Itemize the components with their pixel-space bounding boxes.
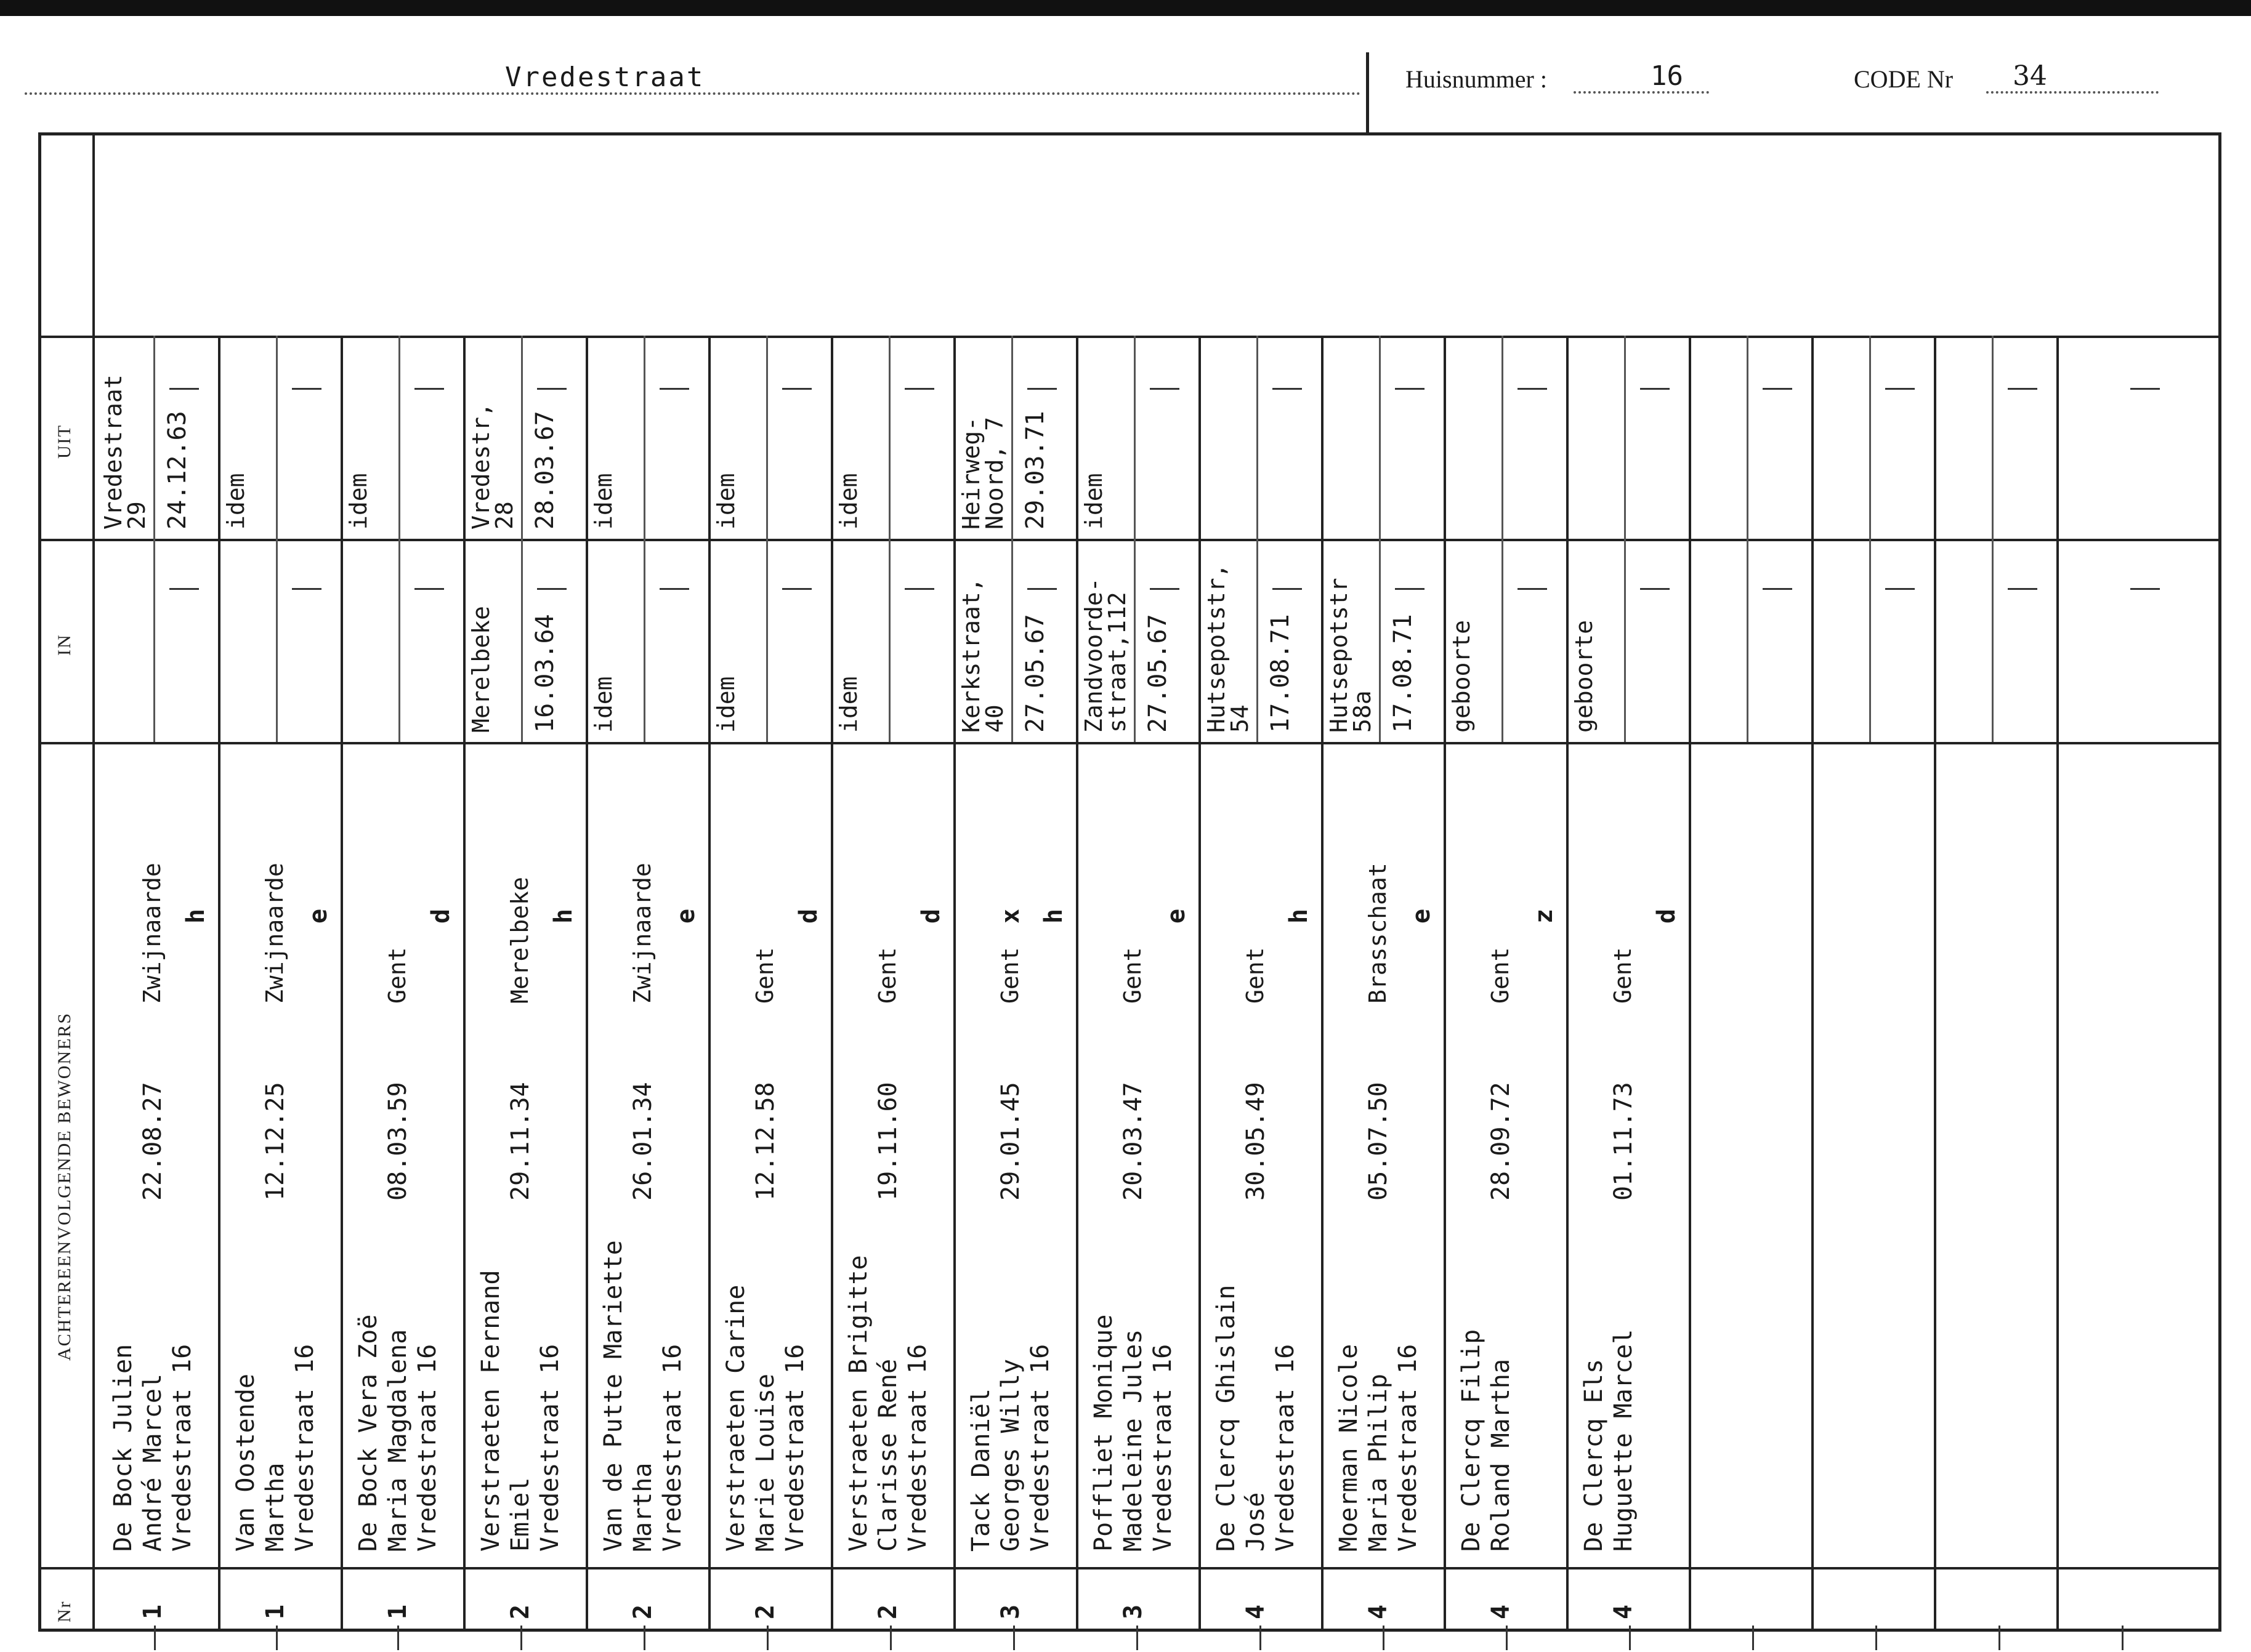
column-subdivider	[1134, 336, 1136, 742]
empty-mark	[1885, 388, 1915, 390]
birth-place: Gent	[1609, 947, 1636, 1004]
resident-name-line: Marie Louise	[751, 1374, 780, 1552]
resident-nr: 3	[996, 1604, 1025, 1619]
label-uit: UIT	[54, 424, 75, 459]
birth-place: Gent	[1119, 947, 1146, 1004]
column-subdivider	[153, 336, 155, 742]
column-divider	[831, 336, 833, 1629]
resident-name-line: Verstraeten Carine	[722, 1284, 750, 1552]
resident-name-line: Vredestraat 16	[536, 1344, 564, 1552]
resident-name-line: De Bock Vera Zoë	[354, 1314, 382, 1552]
resident-nr: 1	[139, 1604, 167, 1619]
resident-name-line: Maria Philip	[1364, 1374, 1392, 1552]
column-subdivider	[1747, 336, 1748, 742]
resident-name-line: Martha	[261, 1462, 289, 1552]
uit-place: idem	[835, 473, 862, 530]
empty-mark	[169, 588, 199, 590]
resident-name-line: Vredestraat 16	[1026, 1344, 1054, 1552]
column-divider	[1198, 336, 1201, 1629]
resident-code: d	[427, 908, 455, 924]
uit-place: idem	[345, 473, 372, 530]
resident-mark: x	[996, 908, 1025, 924]
column-divider	[2056, 336, 2059, 1629]
empty-mark	[1640, 388, 1670, 390]
empty-mark	[292, 588, 321, 590]
label-residents: ACHTEREENVOLGENDE BEWONERS	[54, 1012, 75, 1361]
resident-name-line: De Clercq Ghislain	[1212, 1284, 1240, 1552]
label-in: IN	[54, 634, 75, 656]
divider-in-bewoners	[38, 742, 2221, 744]
column-divider	[1076, 336, 1078, 1629]
empty-mark	[1763, 388, 1792, 390]
empty-mark	[1150, 388, 1179, 390]
empty-mark	[1763, 588, 1792, 590]
birth-place: Brasschaat	[1364, 863, 1391, 1004]
empty-mark	[1150, 588, 1179, 590]
resident-name-line: Vredestraat 16	[658, 1344, 687, 1552]
in-place: idem	[590, 676, 617, 733]
column-subdivider	[889, 336, 891, 742]
birth-date: 01.11.73	[1609, 1082, 1638, 1201]
column-divider	[953, 336, 956, 1629]
empty-mark	[414, 588, 444, 590]
column-subdivider	[1501, 336, 1503, 742]
label-nr: Nr	[54, 1600, 75, 1622]
resident-name-line: Vredestraat 16	[291, 1344, 319, 1552]
column-divider	[1321, 336, 1324, 1629]
column-divider	[218, 336, 220, 1629]
code-number-dotted-line	[1986, 91, 2159, 94]
resident-name-line: Vredestraat 16	[413, 1344, 442, 1552]
birth-date: 12.12.58	[751, 1082, 780, 1201]
empty-mark	[905, 388, 934, 390]
code-number-label: CODE Nr	[1854, 65, 1954, 93]
resident-code: h	[1040, 908, 1068, 924]
in-place: idem	[713, 676, 740, 733]
birth-place: Merelbeke	[506, 877, 533, 1004]
resident-nr: 2	[506, 1604, 535, 1619]
column-divider	[1444, 336, 1446, 1629]
resident-code: d	[1652, 908, 1681, 924]
empty-mark	[2130, 588, 2160, 590]
in-date: 17.08.71	[1389, 614, 1417, 733]
uit-place: idem	[713, 473, 740, 530]
birth-place: Gent	[996, 947, 1024, 1004]
empty-mark	[1027, 588, 1057, 590]
resident-nr: 2	[751, 1604, 780, 1619]
resident-name-line: Verstraeten Fernand	[477, 1270, 505, 1552]
column-subdivider	[398, 336, 400, 742]
column-divider	[708, 336, 711, 1629]
empty-mark	[2008, 388, 2037, 390]
empty-mark	[414, 388, 444, 390]
empty-mark	[782, 388, 812, 390]
birth-place: Gent	[1242, 947, 1269, 1004]
empty-mark	[1027, 388, 1057, 390]
column-subdivider	[521, 336, 523, 742]
resident-code: h	[549, 908, 578, 924]
code-number: 34	[2013, 60, 2047, 92]
resident-code: d	[794, 908, 823, 924]
column-subdivider	[1869, 336, 1871, 742]
column-subdivider	[276, 336, 278, 742]
resident-name-line: Van Oostende	[232, 1374, 260, 1552]
empty-mark	[537, 388, 567, 390]
resident-name-line: José	[1242, 1492, 1270, 1552]
birth-place: Gent	[874, 947, 901, 1004]
empty-mark	[905, 588, 934, 590]
empty-mark	[1395, 588, 1425, 590]
birth-place: Gent	[384, 947, 411, 1004]
resident-name-line: Clarisse René	[874, 1358, 902, 1552]
house-number: 16	[1651, 60, 1683, 92]
empty-mark	[169, 388, 199, 390]
in-place: idem	[835, 676, 862, 733]
in-place: Hutsepotstr, 54	[1203, 563, 1253, 733]
column-subdivider	[1256, 336, 1258, 742]
column-divider	[1934, 336, 1936, 1629]
birth-date: 08.03.59	[384, 1082, 412, 1201]
resident-name-line: Maria Magdalena	[384, 1329, 412, 1552]
street-name: Vredestraat	[505, 62, 705, 93]
resident-name-line: Vredestraat 16	[781, 1344, 809, 1552]
divider-top-uit	[38, 336, 2221, 338]
resident-nr: 2	[629, 1604, 657, 1619]
resident-name-line: Vredestraat 16	[903, 1344, 932, 1552]
resident-name-line: Madeleine Jules	[1119, 1329, 1147, 1552]
resident-name-line: De Clercq Els	[1580, 1358, 1608, 1552]
resident-code: e	[304, 908, 333, 924]
birth-place: Gent	[751, 947, 778, 1004]
resident-name-line: Verstraeten Brigitte	[844, 1255, 873, 1552]
birth-place: Zwijnaarde	[629, 863, 656, 1004]
in-place: geboorte	[1570, 619, 1598, 733]
birth-place: Zwijnaarde	[139, 863, 166, 1004]
resident-name-line: Roland Martha	[1487, 1358, 1515, 1552]
empty-mark	[1272, 588, 1302, 590]
birth-date: 19.11.60	[874, 1082, 902, 1201]
uit-place: Vredestr, 28	[467, 403, 518, 530]
resident-code: e	[672, 908, 700, 924]
divider-uit-in	[38, 539, 2221, 541]
uit-place: Heirweg- Noord, 7	[958, 416, 1008, 530]
uit-place: idem	[590, 473, 617, 530]
scan-top-border	[0, 0, 2251, 16]
birth-date: 30.05.49	[1242, 1082, 1270, 1201]
uit-date: 24.12.63	[163, 411, 192, 530]
birth-date: 29.11.34	[506, 1082, 535, 1201]
empty-mark	[1272, 388, 1302, 390]
column-divider	[463, 336, 466, 1629]
empty-mark	[292, 388, 321, 390]
column-divider	[341, 336, 343, 1629]
empty-mark	[1885, 588, 1915, 590]
column-divider	[1566, 336, 1569, 1629]
resident-code: e	[1162, 908, 1190, 924]
uit-date: 28.03.67	[531, 411, 559, 530]
resident-name-line: André Marcel	[139, 1374, 167, 1552]
birth-date: 28.09.72	[1487, 1082, 1515, 1201]
column-subdivider	[1992, 336, 1994, 742]
birth-place: Zwijnaarde	[261, 863, 288, 1004]
empty-mark	[660, 388, 689, 390]
birth-place: Gent	[1487, 947, 1514, 1004]
empty-mark	[1518, 588, 1547, 590]
in-date: 27.05.67	[1144, 614, 1172, 733]
uit-place: Vredestraat 29	[100, 374, 150, 530]
in-place: geboorte	[1448, 619, 1475, 733]
resident-name-line: De Clercq Filip	[1457, 1329, 1485, 1552]
empty-mark	[2008, 588, 2037, 590]
birth-date: 20.03.47	[1119, 1082, 1147, 1201]
in-place: Hutsepotstr 58a	[1325, 578, 1376, 733]
empty-mark	[660, 588, 689, 590]
resident-name-line: Emiel	[506, 1477, 535, 1552]
resident-code: h	[182, 908, 210, 924]
resident-name-line: Tack Daniël	[967, 1388, 995, 1552]
resident-name-line: Poffliet Monique	[1089, 1314, 1118, 1552]
uit-place: idem	[1080, 473, 1107, 530]
resident-code: d	[917, 908, 945, 924]
resident-nr: 3	[1119, 1604, 1147, 1619]
resident-name-line: Vredestraat 16	[1271, 1344, 1299, 1552]
column-subdivider	[644, 336, 645, 742]
empty-mark	[1395, 388, 1425, 390]
resident-nr: 4	[1487, 1604, 1515, 1619]
resident-name-line: Moerman Nicole	[1335, 1344, 1363, 1552]
resident-name-line: Georges Willy	[996, 1358, 1025, 1552]
column-subdivider	[1011, 336, 1013, 742]
resident-name-line: Martha	[629, 1462, 657, 1552]
birth-date: 26.01.34	[629, 1082, 657, 1201]
resident-name-line: De Bock Julien	[109, 1344, 137, 1552]
resident-nr: 4	[1609, 1604, 1638, 1619]
resident-code: z	[1530, 908, 1558, 924]
column-divider	[1811, 336, 1814, 1629]
birth-date: 29.01.45	[996, 1082, 1025, 1201]
birth-date: 12.12.25	[261, 1082, 289, 1201]
resident-nr: 4	[1364, 1604, 1392, 1619]
column-divider	[1689, 336, 1691, 1629]
in-place: Merelbeke	[467, 606, 495, 733]
birth-date: 05.07.50	[1364, 1082, 1392, 1201]
uit-place: idem	[222, 473, 249, 530]
column-subdivider	[1624, 336, 1626, 742]
resident-code: h	[1285, 908, 1313, 924]
column-divider	[586, 336, 588, 1629]
in-date: 16.03.64	[531, 614, 559, 733]
in-date: 17.08.71	[1266, 614, 1295, 733]
house-number-label: Huisnummer :	[1405, 65, 1547, 93]
resident-name-line: Vredestraat 16	[1394, 1344, 1422, 1552]
resident-name-line: Van de Putte Mariette	[599, 1240, 628, 1552]
resident-nr: 4	[1242, 1604, 1270, 1619]
empty-mark	[2130, 388, 2160, 390]
birth-date: 22.08.27	[139, 1082, 167, 1201]
resident-nr: 1	[384, 1604, 412, 1619]
uit-date: 29.03.71	[1021, 411, 1049, 530]
resident-nr: 2	[874, 1604, 902, 1619]
house-number-dotted-line	[1574, 91, 1709, 94]
empty-mark	[537, 588, 567, 590]
empty-mark	[1640, 588, 1670, 590]
empty-mark	[1518, 388, 1547, 390]
resident-name-line: Vredestraat 16	[1149, 1344, 1177, 1552]
label-column-divider	[92, 132, 95, 1632]
resident-name-line: Vredestraat 16	[168, 1344, 196, 1552]
header-separator	[1366, 52, 1369, 132]
resident-code: e	[1407, 908, 1436, 924]
column-subdivider	[1379, 336, 1381, 742]
column-subdivider	[766, 336, 768, 742]
empty-mark	[782, 588, 812, 590]
divider-bewoners-nr	[38, 1567, 2221, 1569]
in-place: Zandvoorde- straat,112	[1080, 578, 1131, 733]
in-place: Kerkstraat, 40	[958, 578, 1008, 733]
resident-name-line: Huguette Marcel	[1609, 1329, 1638, 1552]
resident-nr: 1	[261, 1604, 289, 1619]
in-date: 27.05.67	[1021, 614, 1049, 733]
